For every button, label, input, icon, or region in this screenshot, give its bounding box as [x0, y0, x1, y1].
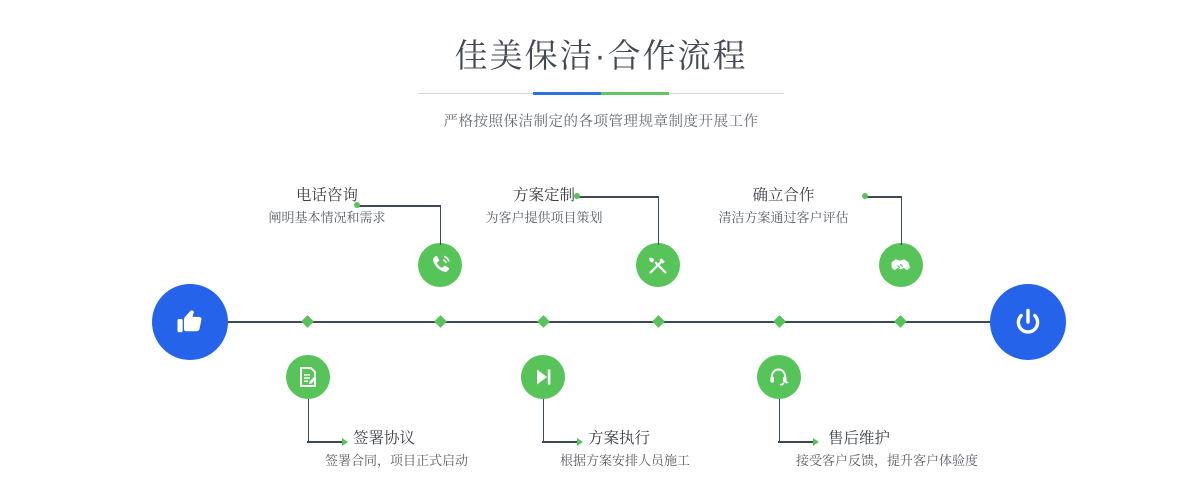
- step-node-2[interactable]: [286, 355, 330, 399]
- page-title: 佳美保洁·合作流程: [454, 37, 748, 74]
- thumbs-up-icon: [170, 302, 210, 342]
- axis-marker: [773, 315, 786, 328]
- step-connector-6-v: [779, 399, 781, 442]
- step-connector-2-v: [308, 399, 310, 442]
- headset-support-icon: [766, 364, 792, 390]
- step-node-3[interactable]: [636, 243, 680, 287]
- step-node-1[interactable]: [418, 243, 462, 287]
- step-connector-5-dot: [862, 193, 868, 199]
- axis-marker: [652, 315, 665, 328]
- step-connector-1-v: [440, 205, 442, 245]
- tools-icon: [645, 252, 671, 278]
- step-label-5: [706, 185, 861, 229]
- end-endpoint: [990, 284, 1066, 360]
- timeline-axis: [160, 321, 1042, 323]
- phone-icon: [427, 252, 453, 278]
- step-title: 方案执行: [588, 430, 651, 447]
- step-connector-5-v: [901, 196, 903, 245]
- axis-marker: [537, 315, 550, 328]
- step-title: 售后维护: [828, 430, 891, 447]
- axis-marker: [434, 315, 447, 328]
- page-subtitle: 严格按照保洁制定的各项管理规章制度开展工作: [443, 114, 759, 130]
- step-label-6: [796, 428, 1066, 472]
- play-step-icon: [530, 364, 556, 390]
- step-node-4[interactable]: [521, 355, 565, 399]
- step-connector-4-v: [543, 399, 545, 442]
- step-label-4: [560, 428, 790, 472]
- step-desc: 签署合同，项目正式启动: [325, 453, 469, 468]
- step-desc: 根据方案安排人员施工: [560, 453, 691, 468]
- step-connector-5-h: [866, 196, 901, 198]
- step-title: 签署协议: [353, 430, 416, 447]
- step-desc: 清洁方案通过客户评估: [718, 210, 849, 225]
- step-node-5[interactable]: [879, 243, 923, 287]
- step-label-3: [468, 185, 620, 229]
- axis-marker: [894, 315, 907, 328]
- step-desc: 阐明基本情况和需求: [268, 210, 386, 225]
- step-connector-3-v: [658, 196, 660, 245]
- document-edit-icon: [295, 364, 321, 390]
- step-title: 确立合作: [752, 187, 815, 204]
- start-endpoint: [152, 284, 228, 360]
- step-desc: 为客户提供项目策划: [485, 210, 603, 225]
- step-node-6[interactable]: [757, 355, 801, 399]
- step-label-1: [253, 185, 401, 229]
- step-title: 方案定制: [512, 187, 575, 204]
- step-desc: 接受客户反馈，提升客户体验度: [796, 453, 979, 468]
- step-label-2: [325, 428, 555, 472]
- axis-marker: [301, 315, 314, 328]
- step-title: 电话咨询: [295, 187, 358, 204]
- handshake-icon: [888, 252, 914, 278]
- power-icon: [1008, 302, 1048, 342]
